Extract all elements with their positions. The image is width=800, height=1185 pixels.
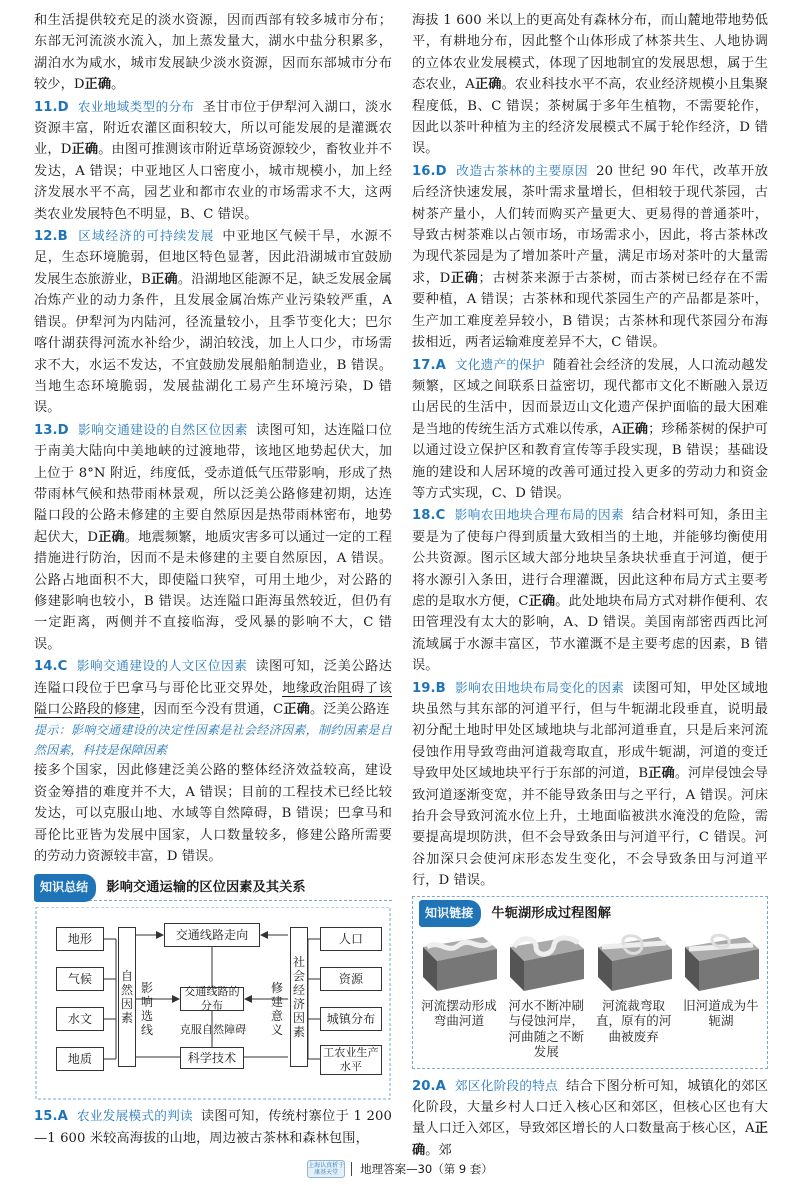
select-route-label: 影响选线 — [140, 981, 154, 1038]
answer-topic: 郊区化阶段的特点 — [454, 1077, 559, 1093]
answer-14: 14.C 影响交通建设的人文区位因素 读图可知，泛美公路达连隘口段位于巴拿马与哥伦比亚交界处，地缘政治阻碍了该隘口公路段的修建，因而至今没有贯通，C正确。泛美公路连 — [34, 658, 392, 717]
knowledge-link-tag: 知识链接 — [419, 900, 481, 927]
stage-1-illustration — [419, 933, 499, 995]
answer-15-continued: 海拔 1 600 米以上的更高处有森林分布，而山麓地带地势低平，有耕地分布，因此整个山体形成了林茶共生、人地协调的立体农业发展模式，体现了因地制宜的发展思想，属于生态农业，A正确。农业科技水平不高，农业经济规模小且集聚程度低，B、C 错误；茶树属于多年生植物，不需要轮作，因此以茶叶种植为主的经济发展模式不属于轮作经济，D 错误。 — [412, 13, 769, 157]
left-column — [34, 10, 392, 1149]
publisher-logo: 上海认真析于康基天堂 — [308, 1162, 345, 1176]
answer-topic: 区域经济的可持续发展 — [78, 228, 215, 244]
oxbow-stage-2 — [506, 933, 586, 1060]
knowledge-summary-header — [34, 875, 392, 901]
footer-divider — [351, 1162, 352, 1176]
factor-population: 人口 — [320, 927, 382, 951]
oxbow-stage-3 — [594, 933, 674, 1060]
answer-number: 17.A — [412, 357, 446, 373]
page-number-label: 地理答案—30（第 9 套） — [360, 1162, 493, 1176]
social-factors-group: 社会经济因素 — [290, 927, 308, 1067]
answer-topic: 影响农田地块合理布局的因素 — [454, 507, 625, 523]
factor-climate: 气候 — [56, 967, 104, 991]
oxbow-title: 牛轭湖形成过程图解 — [491, 905, 611, 921]
stage-2-illustration — [506, 933, 586, 995]
answer-topic: 影响交通建设的自然区位因素 — [78, 421, 248, 437]
oxbow-lake-box — [412, 896, 768, 1069]
answer-17: 17.A 文化遗产的保护 随着社会经济的发展，人口流动越发频繁，区域之间联系日益密切，现代都市文化不断融入景迈山居民的生活中，因而景迈山文化遗产保护面临的最大困难是当地的传统生活方式难以传承，A正确；珍稀茶树的保护可以通过设立保护区和教育宣传等手段实现，B 错误；基础设施的建设和人居环境的改善可通过投入更多的劳动力和资金等方式实现，C、D 错误。 — [412, 356, 769, 501]
answer-number: 13.D — [34, 422, 69, 438]
answer-12: 12.B 区域经济的可持续发展 中亚地区气候干旱，水源不足，生态环境脆弱，但地区特色显著，因此沿湖城市宜鼓励发展生态旅游业，B正确。沿湖地区能源不足，缺乏发展金属冶炼产业的动力条件，且发展金属冶炼产业污染较严重，A 错误。伊犁河为内陆河，径流量较小，且季节变化大；巴尔喀什湖获得河流水补给少，湖泊较浅，加上人口少，市场需求不大，水运不发达，不宜鼓励发展船舶制造业，B 错误。当地生态环境脆弱，发展盐湖化工易产生环境污染，D 错误。 — [34, 228, 393, 416]
tip-note: 提示：影响交通建设的决定性因素是社会经济因素，制约因素是自然因素，科技是保障因素 — [34, 723, 392, 758]
answer-topic: 影响交通建设的人文区位因素 — [76, 658, 248, 674]
answer-number: 15.A — [34, 1109, 68, 1125]
answer-18: 18.C 影响农田地块合理布局的因素 结合材料可知，条田主要是为了使每户得到质量大致相当的土地，并能够均衡使用公共资源。图示区域大部分地块呈条块状垂直于河道，便于将水源引入条田，进行合理灌溉，因此这种布局方式主要考虑的是取水方便，C正确。此处地块布局方式对耕作便利、农田管理没有太大的影响，A、D 错误。美国南部密西西比河流域属于水源丰富区，节水灌溉不是主要考虑的因素，B 错误。 — [412, 507, 769, 674]
answer-topic: 农业地域类型的分布 — [77, 98, 195, 114]
stage-4-illustration — [681, 933, 761, 995]
answer-number: 12.B — [34, 229, 68, 245]
answer-19: 19.B 影响农田地块布局变化的因素 读图可知，甲处区域地块虽然与其东部的河道平行，但与牛轭湖北段垂直，说明最初分配土地时甲处区域地块与北部河道垂直，只是后来河流侵蚀作用导致弯曲河道裁弯取直，形成牛轭湖，河道的变迁导致甲处区域地块平行于东部的河道，B正确。河岸侵蚀会导致河道逐渐变宽，并不能导致条田与之平行，A 错误。河床抬升会导致河流水位上升，土地面临被洪水淹没的危险，需要提高堤坝防洪，但不会导致条田与河道平行，C 错误。河谷加深只会使河床形态发生变化，不会导致条田与河道平行，D 错误。 — [412, 679, 769, 889]
overcome-obstacles-label: 克服自然障碍 — [179, 1023, 247, 1037]
transport-factors-diagram — [34, 907, 392, 1101]
answer-11: 11.D 农业地域类型的分布 圣甘市位于伊犁河入湖口，淡水资源丰富，附近农灌区面积较大，所以可能发展的是灌溉农业，D正确。由图可推测该市附近草场资源较少，畜牧业并不发达，A 错误；中亚地区人口密度小，城市规模小，加上经济发展水平不高，园艺业和都市农业的市场需求不大，这两类农业发展特色不明显，B、C 错误。 — [34, 98, 392, 222]
answer-15: 15.A 农业发展模式的判读 读图可知，传统村寨位于 1 200—1 600 米较高海拔的山地，周边被古茶林和森林包围， — [34, 1108, 392, 1146]
answer-16: 16.D 改造古茶林的主要原因 20 世纪 90 年代，改革开放后经济快速发展，茶叶需求量增长，但相较于现代茶园，古树茶产量小，人们转而购买产量更大、更易得的普通茶叶，导致古树茶难以占领市场，市场需求小，因此，将古茶林改为现代茶园是为了增加茶叶产量，满足市场对茶叶的大量需求，D正确；古树茶来源于古茶树，而古茶树已经存在不需要种植，A 错误；古茶林和现代茶园生产的产品都是茶叶，生产加工难度差异较小，B 错误；古茶林和现代茶园分布海拔相近，两者运输难度差异不大，C 错误。 — [412, 162, 769, 351]
answer-number: 16.D — [412, 163, 447, 179]
stage-1-caption: 河流摆动形成弯曲河道 — [421, 997, 497, 1029]
oxbow-header — [419, 901, 761, 927]
answer-number: 20.A — [412, 1078, 446, 1094]
underlined-key-point: 地缘政治阻碍了该隘口公路段的修建 — [34, 680, 392, 717]
page-footer — [0, 1158, 800, 1180]
build-significance-label: 修建意义 — [270, 981, 284, 1038]
factor-resources: 资源 — [320, 967, 382, 991]
stage-2-caption: 河水不断冲刷与侵蚀河岸，河曲随之不断发展 — [508, 997, 585, 1060]
factor-terrain: 地形 — [56, 927, 104, 951]
answer-14-continued: 接多个国家，因此修建泛美公路的整体经济效益较高，建设资金筹措的难度并不大，A 错误；目前的工程技术已经比较发达，可以克服山地、水域等自然障碍，B 错误；巴拿马和哥伦比亚皆为发展中国家，人口数量较多，修建公路所需要的劳动力资源较丰富，D 错误。 — [34, 763, 392, 865]
answer-topic: 文化遗产的保护 — [454, 356, 545, 372]
factor-geology: 地质 — [56, 1047, 104, 1071]
right-column — [412, 10, 768, 1161]
answer-topic: 农业发展模式的判读 — [76, 1108, 193, 1124]
stage-3-caption: 河流裁弯取直，原有的河曲被废弃 — [595, 997, 672, 1044]
answer-number: 14.C — [34, 659, 68, 675]
stage-4-caption: 旧河道成为牛轭湖 — [683, 997, 759, 1029]
answer-number: 19.B — [412, 680, 446, 696]
route-direction-box: 交通线路走向 — [164, 923, 260, 947]
answer-topic: 影响农田地块布局变化的因素 — [455, 679, 625, 695]
route-distribution-box: 交通线路的分布 — [180, 987, 244, 1011]
natural-factors-group: 自然因素 — [118, 927, 136, 1067]
answer-20: 20.A 郊区化阶段的特点 结合下图分析可知，城镇化的郊区化阶段，大量乡村人口迁入核心区和郊区，但核心区也有大量人口迁入郊区，导致郊区增长的人口数量高于核心区，A正确。郊 — [412, 1077, 768, 1158]
factor-production-level: 工农业生产水平 — [320, 1045, 382, 1075]
science-tech-box: 科学技术 — [180, 1047, 244, 1069]
factor-hydrology: 水文 — [56, 1007, 104, 1031]
oxbow-stages — [419, 933, 761, 1060]
answer-topic: 改造古茶林的主要原因 — [456, 162, 589, 178]
factor-town-distribution: 城镇分布 — [320, 1007, 382, 1031]
answer-number: 18.C — [412, 508, 446, 524]
oxbow-stage-1 — [419, 933, 499, 1060]
knowledge-summary-tag: 知识总结 — [34, 874, 96, 901]
oxbow-stage-4 — [681, 933, 761, 1060]
paragraph-continuation: 和生活提供较充足的淡水资源，因而西部有较多城市分布；东部无河流淡水流入，加上蒸发量大，湖水中盐分积累多，湖泊水为咸水，城市发展缺少淡水资源，因而东部城市分布较少，D正确。 — [34, 13, 392, 93]
answer-number: 11.D — [34, 99, 69, 115]
knowledge-summary-title: 影响交通运输的区位因素及其关系 — [106, 880, 306, 896]
answer-13: 13.D 影响交通建设的自然区位因素 读图可知，达连隘口位于南美大陆向中美地峡的过渡地带，该地区地势起伏大，加上位于 8°N 附近，纬度低，受赤道低气压带影响，形成了热带雨林气候和热带雨林景观，所以泛美公路修建初期，达连隘口段的公路未修建的主要自然原因是热带雨林密布，地势起伏大，D正确。地震频繁，地质灾害多可以通过一定的工程措施进行防治，因而不是未修建的主要自然原因，A 错误。公路占地面积不大，即使隘口狭窄，可用土地少，对公路的修建影响也较小，B 错误。达连隘口距海虽然较近，但仍有一定距离，两侧并不直接临海，受风暴的影响不大，C 错误。 — [34, 421, 393, 652]
stage-3-illustration — [594, 933, 674, 995]
